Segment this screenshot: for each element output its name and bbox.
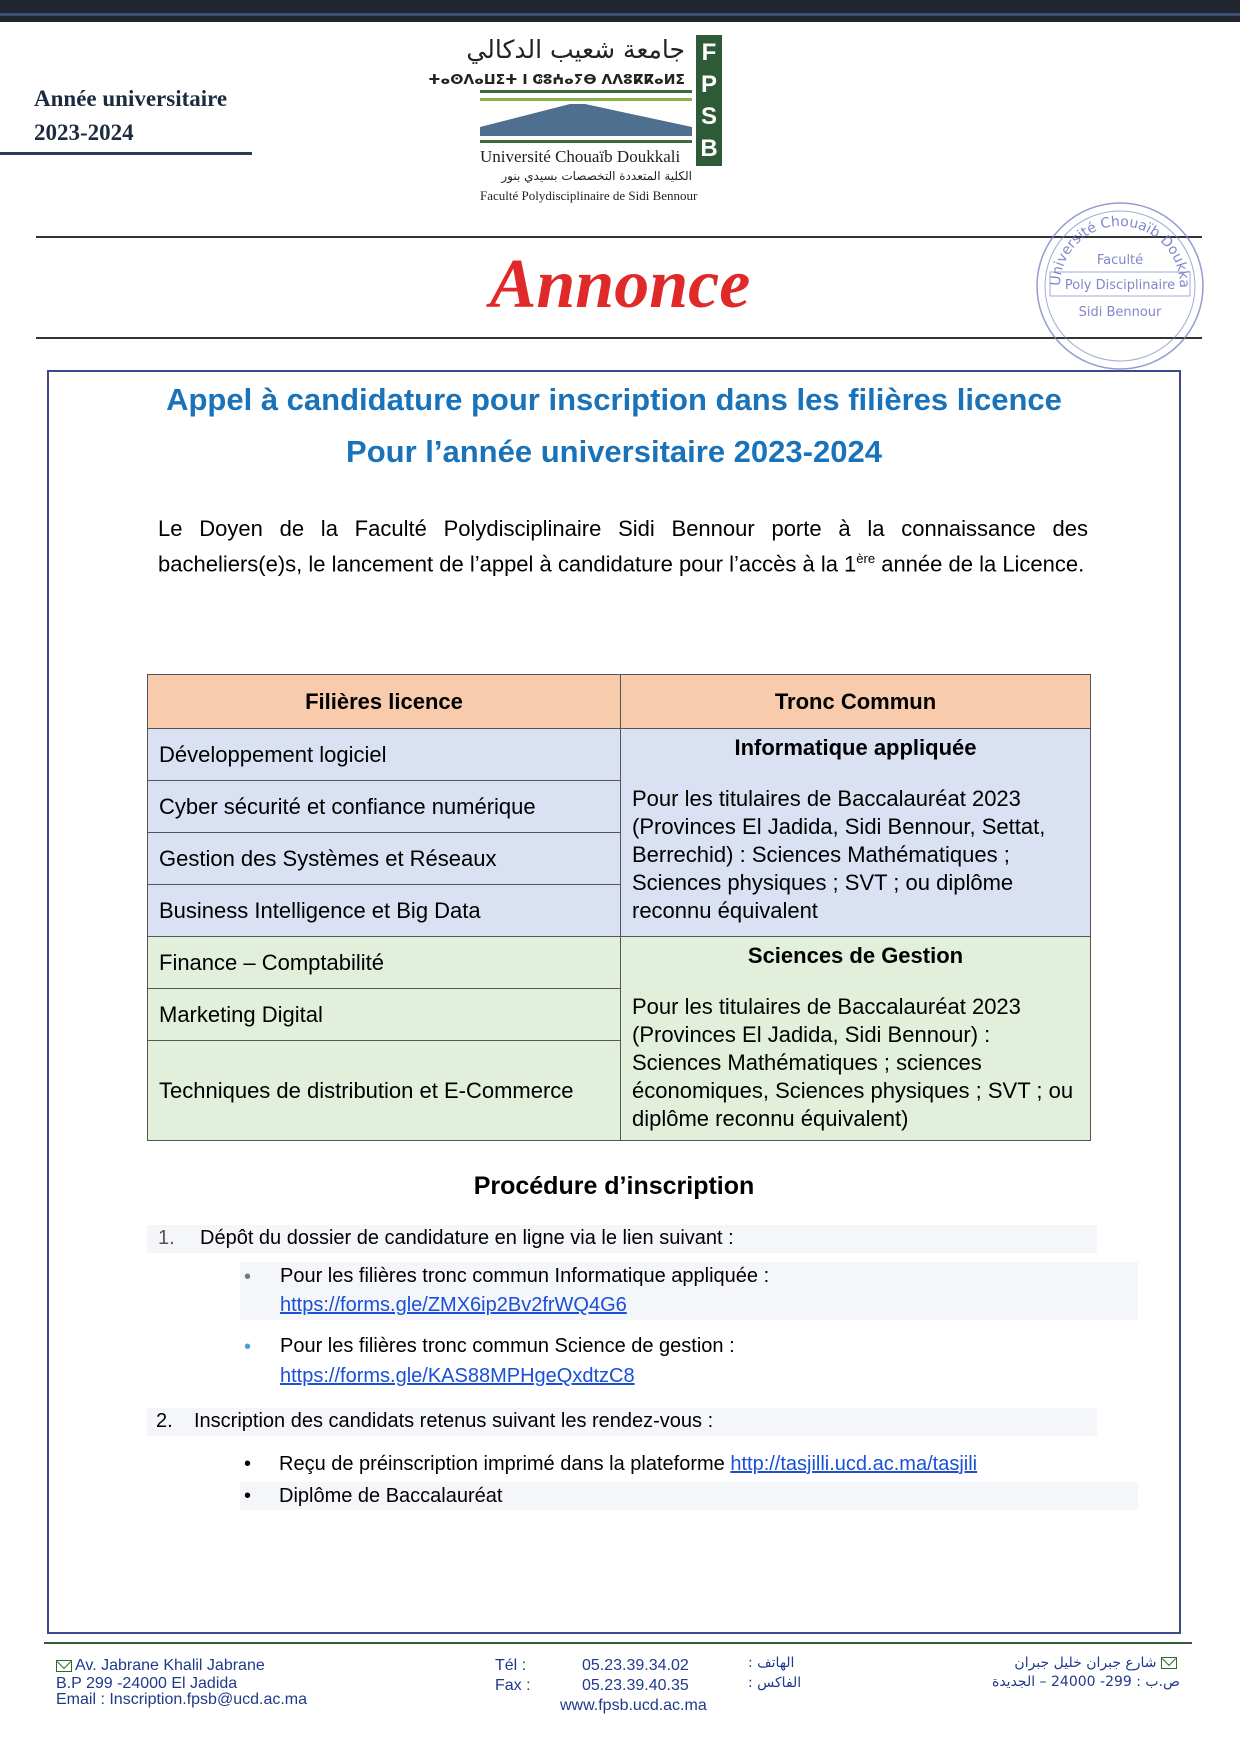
announcement-title: Appel à candidature pour inscription dans les filières licence xyxy=(166,382,1062,417)
link-tasjilli[interactable]: http://tasjilli.ucd.ac.ma/tasjili xyxy=(730,1453,978,1475)
footer-address-line2: B.P 299 -24000 El Jadida xyxy=(56,1675,238,1692)
tronc-description: Pour les titulaires de Baccalauréat 2023 (Provinces El Jadida, Sidi Bennour, Settat, Berrechid) : Sciences Mathématiques ; Sciences physiques ; SVT ; ou diplôme reconnu équivalent xyxy=(632,786,1046,923)
intro-paragraph: Le Doyen de la Faculté Polydisciplinaire Sidi Bennour porte à la connaissance des bacheliers(e)s, le lancement de l’appel à candidature pour l’accès à la 1ère année de la Licence. xyxy=(158,516,1088,577)
programs-table xyxy=(147,674,1091,1141)
footer-fax-label: Fax : xyxy=(495,1677,531,1694)
footer-tel: 05.23.39.34.02 xyxy=(582,1657,689,1674)
link-label-informatique: Pour les filières tronc commun Informatique appliquée : xyxy=(280,1265,770,1287)
receipt-item: Reçu de préinscription imprimé dans la plateforme http://tasjilli.ucd.ac.ma/tasjili xyxy=(279,1453,978,1475)
header-rule-top xyxy=(36,236,1202,238)
filiere-cell: Marketing Digital xyxy=(148,989,621,1041)
link-form-informatique[interactable]: https://forms.gle/ZMX6ip2Bv2frWQ4G6 xyxy=(280,1294,627,1316)
stamp-faculty: Faculté xyxy=(1096,253,1144,268)
table-row xyxy=(148,937,1091,989)
stamp-arc-text: Université Chouaïb Doukka xyxy=(1047,213,1193,289)
tronc-commun-gestion xyxy=(621,937,1091,1141)
logo-letter-s: S xyxy=(700,103,718,130)
logo-faculty-name: Faculté Polydisciplinaire de Sidi Bennour xyxy=(480,188,698,203)
bullet-icon: • xyxy=(244,1266,252,1288)
tronc-commun-informatique xyxy=(621,729,1091,937)
mail-icon xyxy=(1161,1657,1177,1669)
filiere-cell: Cyber sécurité et confiance numérique xyxy=(148,781,621,833)
page-heading: Annonce xyxy=(489,246,751,323)
footer-email[interactable]: Email : Inscription.fpsb@ucd.ac.ma xyxy=(56,1691,308,1708)
step2-text: Inscription des candidats retenus suivant les rendez-vous : xyxy=(194,1410,714,1432)
footer-fax-label-ar: الفاكس : xyxy=(748,1675,802,1691)
filiere-cell: Développement logiciel xyxy=(148,729,621,781)
table-header-row xyxy=(148,675,1091,729)
procedure-title: Procédure d’inscription xyxy=(473,1172,755,1200)
year-label: Année universitaire xyxy=(34,86,228,111)
logo-arabic: جامعة شعيب الدكالي xyxy=(466,35,685,64)
bullet-icon: • xyxy=(244,1453,252,1475)
year-underline xyxy=(0,152,252,155)
bullet-icon: • xyxy=(244,1485,252,1507)
tronc-description: Pour les titulaires de Baccalauréat 2023 (Provinces El Jadida, Sidi Bennour) : Sciences Mathématiques ; sciences économiques, Sciences physiques ; SVT ; ou diplôme reconnu équivalent) xyxy=(632,994,1074,1131)
logo-letter-f: F xyxy=(701,39,717,66)
table-row xyxy=(148,729,1091,781)
mail-icon xyxy=(56,1660,72,1672)
logo-tifinagh: ⵜⴰⵙⴷⴰⵡⵉⵜ ⵏ ⵛⵓⵄⴰⵢⴱ ⴷⴷⵓⴽⴽⴰⵍⵉ xyxy=(428,72,685,88)
footer-tel-label: Tél : xyxy=(495,1657,527,1674)
stamp-poly: Poly Disciplinaire xyxy=(1064,278,1176,293)
footer-address xyxy=(56,1656,307,1709)
faculty-stamp xyxy=(1030,196,1210,376)
header-tronc-commun: Tronc Commun xyxy=(621,675,1091,729)
step1-number: 1. xyxy=(158,1227,175,1249)
filiere-cell: Gestion des Systèmes et Réseaux xyxy=(148,833,621,885)
academic-year xyxy=(34,82,227,150)
filiere-cell: Business Intelligence et Big Data xyxy=(148,885,621,937)
filiere-cell: Finance – Comptabilité xyxy=(148,937,621,989)
tronc-title: Sciences de Gestion xyxy=(747,943,964,968)
tronc-title: Informatique appliquée xyxy=(734,735,977,760)
step1-text: Dépôt du dossier de candidature en ligne via le lien suivant : xyxy=(200,1227,734,1249)
logo-university-name: Université Chouaïb Doukkali xyxy=(480,147,681,166)
header-filieres: Filières licence xyxy=(148,675,621,729)
footer-tel-label-ar: الهاتف : xyxy=(748,1655,795,1671)
year-value: 2023-2024 xyxy=(34,120,134,145)
footer-website[interactable]: www.fpsb.ucd.ac.ma xyxy=(560,1697,707,1714)
stamp-city: Sidi Bennour xyxy=(1078,305,1162,320)
footer-address-ar-line2: ص.ب : 299- 24000 – الجديدة xyxy=(991,1674,1180,1690)
link-form-gestion[interactable]: https://forms.gle/KAS88MPHgeQxdtzC8 xyxy=(280,1365,635,1387)
footer-address-ar xyxy=(960,1654,1180,1692)
footer-fax: 05.23.39.40.35 xyxy=(582,1677,689,1694)
link-label-gestion: Pour les filières tronc commun Science de gestion : xyxy=(280,1335,735,1357)
bullet-icon: • xyxy=(244,1336,252,1358)
logo-faculty-arabic: الكلية المتعددة التخصصات بسيدي بنور xyxy=(501,169,692,183)
header-rule-bottom xyxy=(36,337,1202,339)
footer-address-ar-line1: شارع جبران خليل جبران xyxy=(1014,1655,1157,1671)
footer-address-line1: Av. Jabrane Khalil Jabrane xyxy=(75,1657,265,1674)
footer-rule xyxy=(44,1642,1192,1644)
diploma-item: Diplôme de Baccalauréat xyxy=(279,1485,503,1507)
step2-number: 2. xyxy=(156,1410,173,1432)
logo-letter-b: B xyxy=(700,135,718,162)
top-bar xyxy=(0,0,1240,22)
filiere-cell: Techniques de distribution et E-Commerce xyxy=(148,1041,621,1141)
university-logo xyxy=(428,30,760,210)
logo-letter-p: P xyxy=(700,71,718,98)
announcement-subtitle: Pour l’année universitaire 2023-2024 xyxy=(346,434,882,469)
